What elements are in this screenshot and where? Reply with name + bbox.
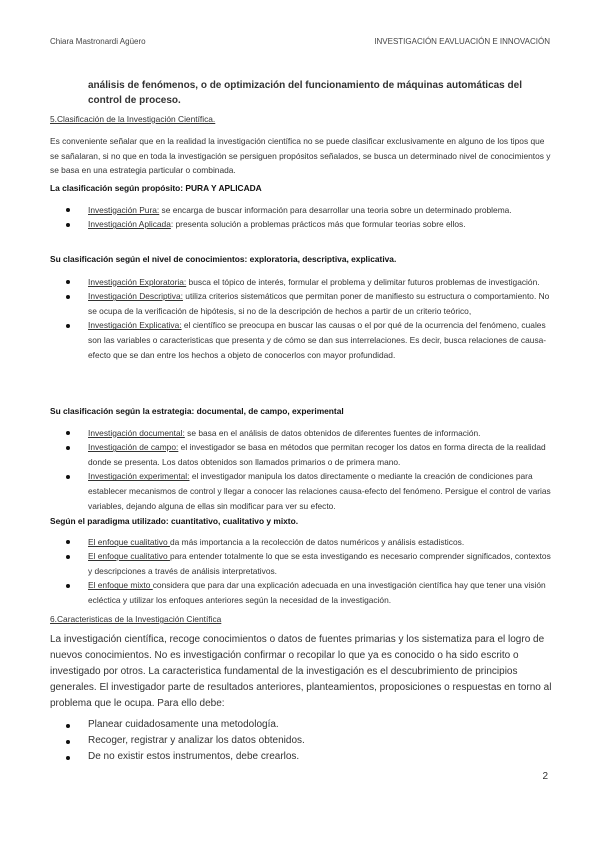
list-item <box>50 318 555 362</box>
list-item <box>50 440 555 469</box>
item-label: El enfoque mixto <box>88 580 153 591</box>
list-item <box>50 289 555 318</box>
list-item <box>50 275 555 290</box>
item-text: se encarga de buscar información para desarrollar una teoria sobre un determinado problema. <box>159 204 512 215</box>
item-label: El enfoque cualitativo <box>88 536 170 547</box>
list-item: De no existir estos instrumentos, debe crearlos. <box>50 749 555 765</box>
item-label: Investigación Descriptiva: <box>88 291 183 302</box>
item-text: el científico se preocupa en buscar las causas o el por qué de la ocurrencia del fenómeno, cuales son las variables o caracteristicas que presenta y de cómo se dan sus interrelaciones. Es decir, busca relaciones de causa-efecto que se dan entre los hechos a objeto de conocerlos con mayor profundidad. <box>88 320 547 360</box>
section5-title: 5.Clasificación de la Investigación Científica. <box>50 114 216 124</box>
section6-paragraph: La investigación científica, recoge conocimientos o datos de fuentes primarias y los sistematiza para el logro de nuevos conocimientos. No es investigación confirmar o recopilar lo que ya es conocido o ha sido escrito o investigado por otros. La caracteristica fundamental de la investigación es el descubrimiento de principios generales. El investigador parte de resultados anteriores, planteamientos, proposiciones o respuestas en torno al problema que le ocupa. Para ello debe: <box>50 634 552 709</box>
item-text: el investigador manipula los datos directamente o mediante la creación de condiciones para establecer mecanismos de control y llegar a conocer las relaciones causa-efecto del fenómeno. Persigue el control de varias variables, dejando alguna de ellas sin modificar para ver su efecto. <box>88 471 551 511</box>
section6-title: 6.Caracteristicas de la Investigación Científica <box>50 614 222 624</box>
group-heading: Su clasificación según el nivel de conocimientos: exploratoria, descriptiva, explicativa. <box>50 254 397 264</box>
list-item <box>50 426 555 441</box>
item-text: busca el tópico de interés, formular el problema y delimitar futuros problemas de investigación. <box>186 276 540 287</box>
group-knowledge <box>50 252 555 362</box>
group-purpose <box>50 181 555 232</box>
item-text: se basa en el análisis de datos obtenidos de diferentes fuentes de información. <box>184 427 481 438</box>
item-label: Investigación Pura: <box>88 204 160 215</box>
group-paradigm <box>50 514 555 608</box>
group-heading: Su clasificación según la estrategia: documental, de campo, experimental <box>50 406 344 416</box>
item-label: El enfoque cualitativo <box>88 551 170 562</box>
item-label: Investigación Explicativa: <box>88 320 182 331</box>
item-text: : presenta solución a problemas prácticos más que formular teorias sobre ellos. <box>170 219 466 230</box>
section6-list <box>50 717 555 765</box>
item-label: Investigación experimental: <box>88 471 190 482</box>
list-item <box>50 217 555 232</box>
group-heading: La clasificación según propósito: PURA Y APLICADA <box>50 183 262 193</box>
list-item <box>50 535 555 550</box>
item-label: Investigación documental: <box>88 427 185 438</box>
item-text: para entender totalmente lo que se esta investigando es necesario comprender significados, contextos y descripciones a través de análisis interpretativos. <box>88 551 551 576</box>
list-item <box>50 549 555 578</box>
continuation-text: análisis de fenómenos, o de optimización del funcionamiento de máquinas automáticas del control de proceso. <box>88 80 522 106</box>
list-item <box>50 469 555 513</box>
list-item <box>50 578 555 607</box>
group-heading: Según el paradigma utilizado: cuantitativo, cualitativo y mixto. <box>50 516 299 526</box>
list-item: Recoger, registrar y analizar los datos obtenidos. <box>50 733 555 749</box>
header-title: INVESTIGACIÓN EAVLUACIÓN E INNOVACIÓN <box>374 37 550 46</box>
item-label: Investigación de campo: <box>88 442 179 453</box>
item-text: considera que para dar una explicación adecuada en una investigación científica hay que tener una visión ecléctica y utilizar los enfoques anteriores según la necesidad de la investigación. <box>88 580 546 605</box>
header-author: Chiara Mastronardi Agüero <box>50 37 146 46</box>
item-label: Investigación Exploratoria: <box>88 276 187 287</box>
item-label: Investigación Aplicada <box>88 219 171 230</box>
section5-intro: Es conveniente señalar que en la realidad la investigación científica no se puede clasificar exclusivamente en alguno de los tipos que se sañalaran, si no que en toda la investigación se persiguen propósitos señalados, se busca un determinado nivel de conocimientos y se basa en una estrategia particular o combinada. <box>50 136 551 176</box>
group-strategy <box>50 404 555 513</box>
item-text: el investigador se basa en métodos que permitan recoger los datos en forma directa de la realidad donde se presenta. Los datos obtenidos son llamados primarios o de primera mano. <box>88 442 546 467</box>
list-item: Planear cuidadosamente una metodología. <box>50 717 555 733</box>
list-item <box>50 203 555 218</box>
page-number: 2 <box>542 771 548 782</box>
item-text: utiliza criterios sistemáticos que permitan poner de manifiesto su estructura o comportamiento. No se ocupa de la verificación de hipótesis, si no de la descripción de hechos a partir de un criterio teórico, <box>88 291 550 316</box>
item-text: da más importancia a la recolección de datos numéricos y análisis estadisticos. <box>169 536 465 547</box>
